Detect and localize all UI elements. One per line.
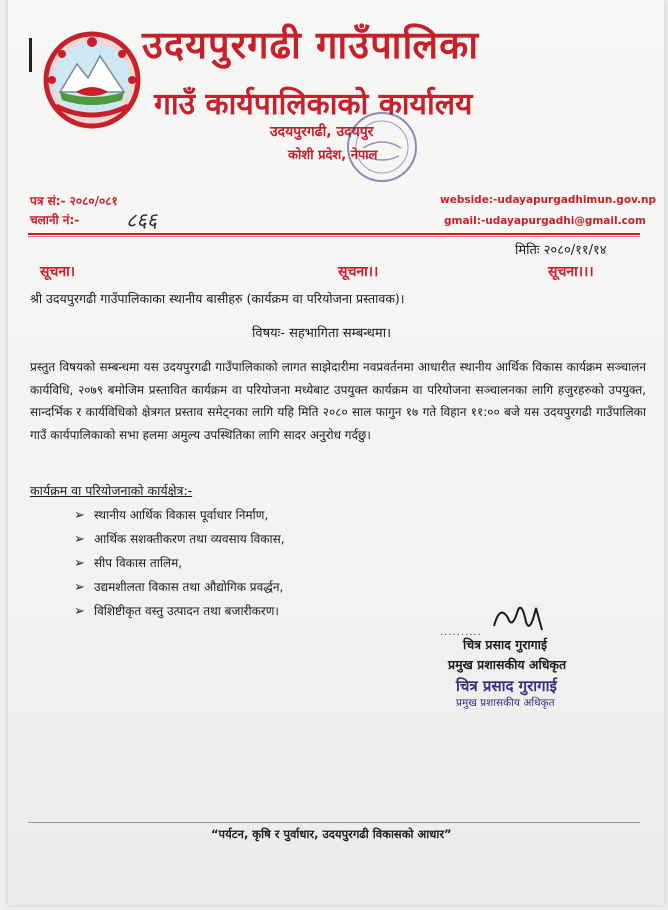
list-item xyxy=(74,503,285,527)
program-area-heading: कार्यक्रम वा परियोजनाको कार्यक्षेत्र:- xyxy=(30,483,193,498)
footer-motto: “पर्यटन, कृषि र पुर्वाधार, उदयपुरगढी विकासको आधार” xyxy=(211,827,452,841)
reference-number: पत्र सं:- २०८०/०८१ xyxy=(30,194,118,208)
arrow-bullet-icon: ➢ xyxy=(74,556,85,571)
list-item xyxy=(74,527,285,551)
notice-heading-1: सूचना। xyxy=(40,264,76,280)
letter-page xyxy=(8,0,664,905)
arrow-bullet-icon: ➢ xyxy=(74,580,85,595)
dispatch-number-label: चलानी नं:- xyxy=(30,213,80,227)
list-item-label: आर्थिक सशक्तीकरण तथा व्यवसाय विकास, xyxy=(94,532,285,546)
letter-date: मितिः २०८०/११/१४ xyxy=(515,243,607,258)
office-address-line1: उदयपुरगढी, उदयपुर xyxy=(270,124,374,140)
office-subtitle: गाउँ कार्यपालिकाको कार्यालय xyxy=(154,87,473,122)
signatory-name: चित्र प्रसाद गुरागाई xyxy=(463,637,548,652)
signatory-title: प्रमुख प्रशासकीय अधिकृत xyxy=(448,657,567,672)
nepal-emblem-icon xyxy=(42,30,142,130)
arrow-bullet-icon: ➢ xyxy=(74,508,85,523)
subject-line: विषयः- सहभागिता सम्बन्धमा। xyxy=(252,326,391,341)
list-item-label: उद्यमशीलता विकास तथा औद्योगिक प्रवर्द्धन, xyxy=(94,580,284,594)
notice-heading-3: सूचना।।। xyxy=(548,264,594,280)
seal-name: चित्र प्रसाद गुरागाई xyxy=(456,677,557,695)
office-stamp-icon xyxy=(343,108,421,186)
seal-title: प्रमुख प्रशासकीय अधिकृत xyxy=(456,697,555,709)
email-link[interactable]: gmail:-udayapurgadhi@gmail.com xyxy=(444,215,646,227)
program-area-list xyxy=(74,503,285,623)
signature-scribble-icon xyxy=(486,600,556,636)
list-item-label: सीप विकास तालिम, xyxy=(94,556,183,570)
header-divider-thin xyxy=(28,236,640,237)
list-item xyxy=(74,551,285,575)
letter-body: प्रस्तुत विषयको सम्बन्धमा यस उदयपुरगढी गाउँपालिकाको लागत साझेदारीमा नवप्रवर्तनमा आधारीत स्थानीय आर्थिक विकास कार्यक्रम सञ्चालन कार्यविधि, २०७९ बमोजिम प्रस्तावित कार्यक्रम वा परियोजना मध्येबाट उपयुक्त कार्यक्रम वा परियोजना सञ्चालनका लागि हजुरहरुको उपयुक्त, सान्दर्भिक र कार्यविधिको क्षेत्रगत प्रस्ताव समेट्नका लागि यहि मिति २०८० साल फागुन १७ गते विहान ११:०० बजे यस उदयपुरगढी गाउँपालिका गाउँ कार्यपालिकाको सभा हलमा अमुल्य उपस्थितिका लागि सादर अनुरोध गर्दछु। xyxy=(30,360,646,442)
addressee: श्री उदयपुरगढी गाउँपालिकाका स्थानीय बासीहरु (कार्यक्रम वा परियोजना प्रस्तावक)। xyxy=(30,291,405,306)
arrow-bullet-icon: ➢ xyxy=(74,532,85,547)
footer-divider xyxy=(28,822,640,823)
website-link[interactable]: webside:-udayapurgadhimun.gov.np xyxy=(440,194,657,206)
arrow-bullet-icon: ➢ xyxy=(74,604,85,619)
list-item xyxy=(74,599,285,623)
signature-dotted-line: .......... xyxy=(440,627,482,638)
dispatch-number-value: ८६६ xyxy=(126,208,158,232)
notice-heading-2: सूचना।। xyxy=(338,264,379,280)
office-address-line2: कोशी प्रदेश, नेपाल xyxy=(288,148,378,163)
header-divider xyxy=(28,233,640,235)
office-title: उदयपुरगढी गाउँपालिका xyxy=(142,23,480,67)
pen-mark xyxy=(29,38,32,72)
list-item-label: स्थानीय आर्थिक विकास पूर्वाधार निर्माण, xyxy=(94,508,269,522)
list-item xyxy=(74,575,285,599)
list-item-label: विशिष्टीकृत वस्तु उत्पादन तथा बजारीकरण। xyxy=(94,604,279,618)
